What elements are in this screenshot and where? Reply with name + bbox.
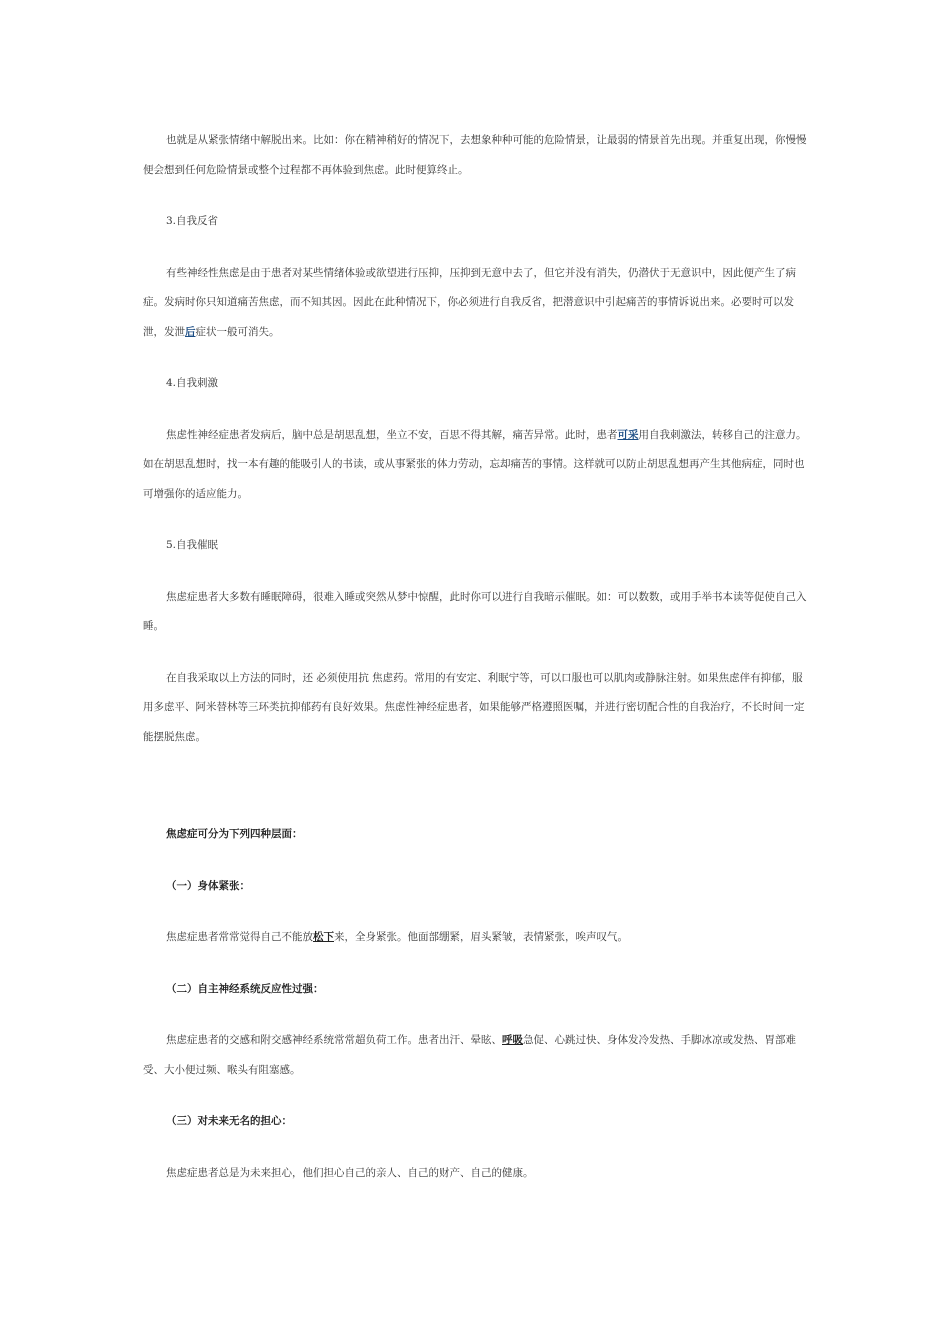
paragraph-text: 焦虑性神经症患者发病后，脑中总是胡思乱想，坐立不安，百思不得其解，痛苦异常。此时，患者 bbox=[166, 428, 618, 441]
heading-future-worry: （三）对未来无名的担心： bbox=[166, 1115, 292, 1127]
paragraph-self-reflection bbox=[143, 259, 811, 348]
keyword-link[interactable]: 可采 bbox=[617, 428, 639, 441]
paragraph-text: 来，全身紧张。他面部绷紧，眉头紧皱，表情紧张，唉声叹气。 bbox=[334, 931, 628, 943]
heading-body-tension: （一）身体紧张： bbox=[166, 879, 250, 892]
paragraph-text: 焦虑症患者的交感和附交感神经系统常常超负荷工作。患者出汗、晕眩、 bbox=[166, 1034, 502, 1046]
paragraph-intro: 也就是从紧张情绪中解脱出来。比如：你在精神稍好的情况下，去想象种种可能的危险情景，让最弱的情景首先出现。并重复出现，你慢慢便会想到任何危险情景或整个过程都不再体验到焦虑。此时便算终止。 bbox=[143, 134, 807, 176]
heading-autonomic: （二）自主神经系统反应性过强： bbox=[166, 982, 324, 995]
heading-self-hypnosis: 5.自我催眠 bbox=[166, 539, 219, 551]
heading-self-reflection: 3.自我反省 bbox=[166, 215, 219, 227]
paragraph-body-tension bbox=[143, 923, 811, 953]
paragraph-self-stimulation bbox=[143, 421, 811, 510]
paragraph-self-hypnosis: 焦虑症患者大多数有睡眠障碍，很难入睡或突然从梦中惊醒，此时你可以进行自我暗示催眠。如：可以数数，或用手举书本读等促使自己入睡。 bbox=[143, 590, 807, 632]
paragraph-text: 症状一般可消失。 bbox=[195, 325, 280, 338]
keyword-link[interactable]: 松下 bbox=[313, 931, 334, 943]
keyword-link[interactable]: 后 bbox=[185, 325, 196, 338]
paragraph-autonomic bbox=[143, 1026, 811, 1085]
paragraph-text: 用自我刺激法，转移自己的注意力。如在胡思乱想时，找一本有趣的能吸引人的书读，或从事紧张的体力劳动，忘却痛苦的事情。这样就可以防止胡思乱想再产生其他病症，同时也可增强你的适应能力。 bbox=[143, 428, 807, 500]
paragraph-closing: 在自我采取以上方法的同时，还 必须使用抗 焦虑药。常用的有安定、利眠宁等，可以口服也可以肌肉或静脉注射。如果焦虑伴有抑郁，服用多虑平、阿米替林等三环类抗抑郁药有良好效果。焦虑性神经症患者，如果能够严格遵照医嘱，并进行密切配合性的自我治疗，不长时间一定能摆脱焦虑。 bbox=[143, 671, 805, 743]
keyword-link[interactable]: 呼吸 bbox=[502, 1034, 523, 1046]
paragraph-future-worry: 焦虑症患者总是为未来担心，他们担心自己的亲人、自己的财产、自己的健康。 bbox=[166, 1166, 534, 1179]
heading-self-stimulation: 4.自我刺激 bbox=[166, 377, 219, 389]
document-page bbox=[143, 126, 811, 1188]
paragraph-text: 焦虑症患者常常觉得自己不能放 bbox=[166, 931, 313, 943]
paragraph-text: 有些神经性焦虑是由于患者对某些情绪体验或欲望进行压抑，压抑到无意中去了，但它并没有消失，仍潜伏于无意识中，因此便产生了病症。发病时你只知道痛苦焦虑，而不知其因。因此在此种情况下，你必须进行自我反省，把潜意识中引起痛苦的事情诉说出来。必要时可以发泄，发泄 bbox=[143, 266, 796, 338]
paragraph-text: 急促、心跳过快、身体发冷发热、手脚冰凉或发热、胃部难受、大小便过频、喉头有阻塞感。 bbox=[143, 1034, 796, 1076]
levels-title: 焦虑症可分为下列四种层面： bbox=[166, 828, 303, 840]
